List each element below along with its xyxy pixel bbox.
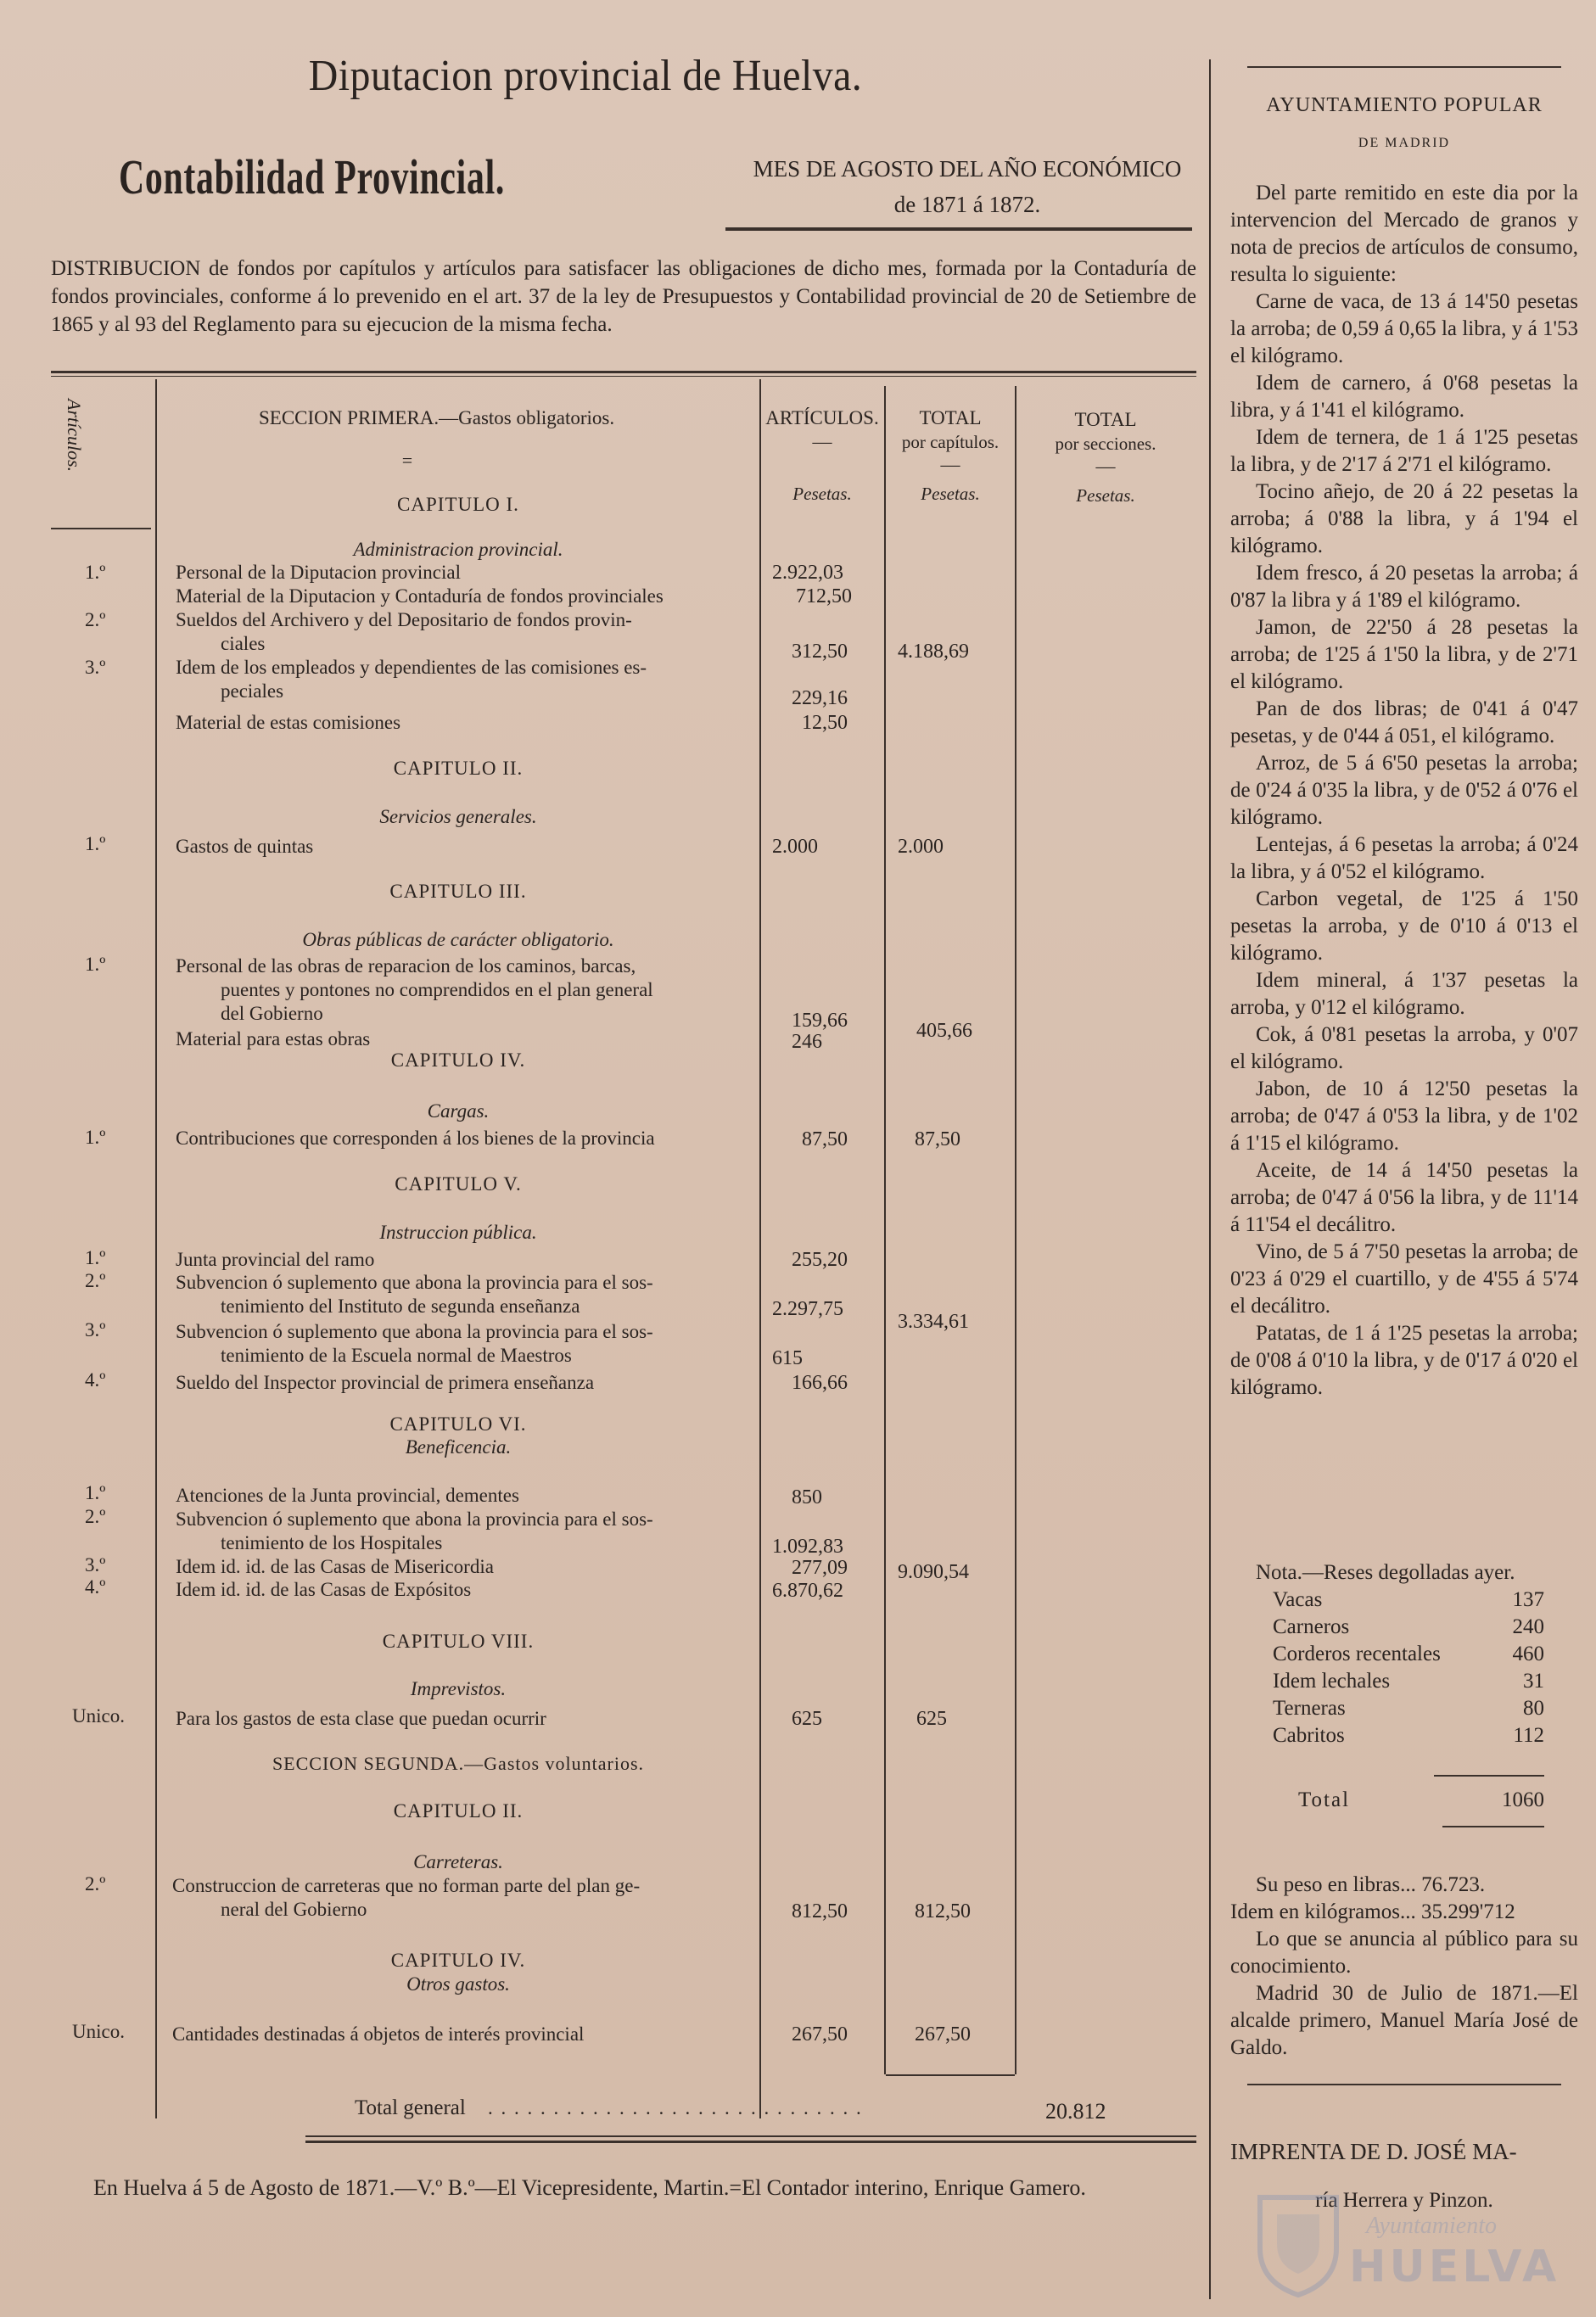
article-text: Material de estas comisiones (176, 712, 401, 733)
report-paragraph: Carbon vegetal, de 1'25 á 1'50 pesetas la arroba, y de 0'10 á 0'13 el kilógramo. (1230, 887, 1578, 965)
report-paragraph: Lentejas, á 6 pesetas la arroba; á 0'24 la libra, y á 0'52 el kilógramo. (1230, 833, 1578, 883)
article-text: peciales (221, 680, 284, 702)
chapter-total: 812,50 (915, 1900, 971, 1922)
article-number: 1.º (85, 833, 106, 854)
report-paragraph: Tocino añejo, de 20 á 22 pesetas la arroba; á 0'88 la libra, y á 1'94 el kilógramo. (1230, 480, 1578, 557)
chapter-subtitle: Obras públicas de carácter obligatorio. (302, 929, 614, 950)
chapter-total: 2.000 (898, 836, 944, 858)
article-amount: 267,50 (792, 2023, 848, 2046)
table-top-rule (51, 371, 1196, 373)
intro-paragraph: DISTRIBUCION de fondos por capítulos y artículos para satisfacer las obligaciones de dicho mes, formada por la Contaduría de fondos provinciales, conforme á lo prevenido en el art. 37 de la ley de Presupuestos y Contabilidad provincial de 20 de Setiembre de 1865 y al 93 del Reglamento para su ejecucion de la misma fecha. (51, 257, 1196, 336)
article-amount: 229,16 (792, 687, 848, 709)
article-text: Personal de la Diputacion provincial (176, 562, 461, 583)
article-number: 4.º (85, 1369, 106, 1391)
livestock-row: Terneras 80 (1273, 1697, 1544, 1720)
article-number: 2.º (85, 1270, 106, 1291)
livestock-row: Corderos recentales 460 (1273, 1643, 1544, 1665)
chapter-heading: CAPITULO V. (395, 1173, 522, 1195)
article-amount: 712,50 (796, 585, 852, 607)
report-paragraph: Cok, á 0'81 pesetas la arroba, y 0'07 el kilógramo. (1230, 1023, 1578, 1073)
separator: = (401, 450, 413, 471)
chapter-subtitle: Carreteras. (413, 1851, 503, 1872)
livestock-total: Total 1060 (1298, 1788, 1544, 1811)
article-amount: 812,50 (792, 1900, 848, 1922)
chapter-heading: CAPITULO II. (393, 758, 524, 779)
article-number: 1.º (85, 954, 106, 975)
weight-kilos: Idem en kilógramos... 35.299'712 (1230, 1900, 1515, 1923)
total-capitulos-header: por capítulos. (901, 432, 1000, 452)
article-text: Gastos de quintas (176, 836, 314, 857)
report-paragraph: Idem fresco, á 20 pesetas la arroba; á 0'87 la libra y á 1'89 el kilógramo. (1230, 562, 1578, 612)
article-text: neral del Gobierno (221, 1899, 367, 1920)
article-text: Sueldos del Archivero y del Depositario de fondos provin- (176, 609, 632, 630)
chapter-subtitle: Instruccion pública. (379, 1222, 537, 1243)
article-amount: 2.000 (772, 836, 818, 858)
article-text: del Gobierno (221, 1003, 323, 1024)
rule (1434, 1775, 1544, 1777)
report-paragraph: Aceite, de 14 á 14'50 pesetas la arroba; de 0'47 á 0'56 la libra, y de 11'14 á 11'54 el decálitro. (1230, 1159, 1578, 1236)
article-text: Idem id. id. de las Casas de Misericordia (176, 1556, 494, 1577)
article-text: Cantidades destinadas á objetos de interés provincial (172, 2023, 585, 2045)
article-number: 2.º (85, 1873, 106, 1894)
article-amount: 246 (792, 1031, 822, 1053)
article-text: Personal de las obras de reparacion de los caminos, barcas, (176, 955, 636, 977)
article-number: 4.º (85, 1576, 106, 1598)
chapter-subtitle: Cargas. (427, 1100, 490, 1122)
article-number: Unico. (72, 1705, 125, 1727)
article-text: Material de la Diputacion y Contaduría de fondos provinciales (176, 585, 664, 607)
article-text: Idem de los empleados y dependientes de las comisiones es- (176, 657, 647, 678)
article-number: 1.º (85, 1247, 106, 1268)
article-amount: 850 (792, 1486, 822, 1508)
market-report (1230, 180, 1578, 1402)
article-amount: 166,66 (792, 1372, 848, 1394)
article-number: 1.º (85, 562, 106, 583)
chapter-subtitle: Imprevistos. (410, 1678, 507, 1699)
livestock-row: Cabritos 112 (1273, 1724, 1544, 1747)
signature-line: En Huelva á 5 de Agosto de 1871.—V.º B.º—El Vicepresidente, Martin.=El Contador interino, Enrique Gamero. (93, 2175, 1086, 2200)
article-amount: 312,50 (792, 641, 848, 663)
rule (886, 2074, 1015, 2076)
printer-line: ría Herrera y Pinzon. (1315, 2189, 1493, 2212)
report-paragraph: Patatas, de 1 á 1'25 pesetas la arroba; de 0'08 á 0'10 la libra, y de 0'17 á 0'20 el kilógramo. (1230, 1322, 1578, 1399)
report-paragraph: Madrid 30 de Julio de 1871.—El alcalde primero, Manuel María José de Galdo. (1230, 1982, 1578, 2059)
chapter-total: 405,66 (916, 1020, 972, 1042)
report-paragraph: Idem mineral, á 1'37 pesetas la arroba, y 0'12 el kilógramo. (1230, 969, 1578, 1019)
report-paragraph: Vino, de 5 á 7'50 pesetas la arroba; de 0'23 á 0'29 el cuartillo, y de 4'55 á 5'74 el decálitro. (1230, 1240, 1578, 1318)
article-text: tenimiento de los Hospitales (221, 1532, 443, 1553)
livestock-row: Vacas 137 (1273, 1588, 1544, 1611)
dash: — (1095, 456, 1116, 477)
total-leader: . . . . . . . . . . . . . . . . . . . . . . . . . . . . . (488, 2097, 863, 2118)
section-header: SECCION PRIMERA.—Gastos obligatorios. (259, 407, 615, 428)
article-amount: 2.297,75 (772, 1298, 843, 1320)
total-secciones-header: TOTAL (1074, 409, 1137, 430)
article-text: Subvencion ó suplemento que abona la provincia para el sos- (176, 1272, 653, 1293)
article-text: Atenciones de la Junta provincial, dementes (176, 1485, 519, 1506)
article-text: ciales (221, 633, 266, 654)
main-title: Diputacion provincial de Huelva. (308, 52, 863, 100)
watermark-logo: Ayuntamiento HUELVA (1247, 2180, 1553, 2299)
report-paragraph: Idem de ternera, de 1 á 1'25 pesetas la libra, y de 2'17 á 2'71 el kilógramo. (1230, 426, 1578, 476)
article-text: Contribuciones que corresponden á los bienes de la provincia (176, 1128, 655, 1149)
article-text: Material para estas obras (176, 1028, 371, 1049)
section-heading: SECCION SEGUNDA.—Gastos voluntarios. (272, 1753, 645, 1774)
article-text: Sueldo del Inspector provincial de primera enseñanza (176, 1372, 595, 1393)
column-divider (759, 379, 761, 2118)
article-amount: 6.870,62 (772, 1580, 843, 1602)
article-text: tenimiento de la Escuela normal de Maestros (221, 1345, 572, 1366)
report-paragraph: Idem de carnero, á 0'68 pesetas la libra, y á 1'41 el kilógramo. (1230, 372, 1578, 422)
right-title: AYUNTAMIENTO POPULAR (1266, 94, 1543, 116)
article-text: Subvencion ó suplemento que abona la provincia para el sos- (176, 1508, 653, 1530)
total-secciones-header: por secciones. (1055, 434, 1156, 454)
chapter-subtitle: Otros gastos. (406, 1973, 510, 1995)
chapter-total: 9.090,54 (898, 1561, 969, 1583)
rule (1247, 66, 1561, 68)
article-number: 3.º (85, 1319, 106, 1340)
articulos-header: ARTÍCULOS. (765, 407, 879, 428)
chapter-subtitle: Administracion provincial. (353, 539, 563, 560)
article-amount: 87,50 (802, 1128, 848, 1150)
article-amount: 12,50 (802, 712, 848, 734)
chapter-total: 3.334,61 (898, 1311, 969, 1333)
article-text: Para los gastos de esta clase que puedan ocurrir (176, 1708, 546, 1729)
chapter-subtitle: Servicios generales. (379, 806, 537, 827)
report-paragraph: Del parte remitido en este dia por la intervencion del Mercado de granos y nota de precios de artículos de consumo, resulta lo siguiente: (1230, 182, 1578, 286)
chapter-total: 87,50 (915, 1128, 960, 1150)
rule (305, 2135, 1196, 2137)
chapter-total: 4.188,69 (898, 641, 969, 663)
dash: — (940, 454, 960, 475)
chapter-heading: CAPITULO III. (389, 881, 527, 902)
rule (725, 227, 1192, 231)
article-number: 1.º (85, 1127, 106, 1148)
article-number: 1.º (85, 1482, 106, 1503)
report-paragraph: Pan de dos libras; de 0'41 á 0'47 pesetas, y de 0'44 á 051, el kilógramo. (1230, 697, 1578, 747)
report-paragraph: Jabon, de 10 á 12'50 pesetas la arroba; de 0'47 á 0'53 la libra, y de 1'02 á 1'15 el kilógramo. (1230, 1077, 1578, 1155)
article-number: 3.º (85, 657, 106, 678)
report-paragraph: Lo que se anuncia al público para su conocimiento. (1230, 1928, 1578, 1978)
month-heading: MES DE AGOSTO DEL AÑO ECONÓMICO de 1871 á 1872. (753, 156, 1182, 217)
note-heading: Nota.—Reses degolladas ayer. (1256, 1561, 1515, 1584)
article-text: puentes y pontones no comprendidos en el plan general (221, 979, 653, 1000)
column-divider (884, 386, 886, 2074)
column-divider (1209, 59, 1211, 2299)
rule (51, 528, 151, 529)
column-divider (1015, 386, 1016, 2074)
report-closing (1230, 1872, 1578, 2062)
article-amount: 255,20 (792, 1249, 848, 1271)
report-paragraph: Arroz, de 5 á 6'50 pesetas la arroba; de 0'24 á 0'35 la libra, y de 0'52 á 0'76 el kilógramo. (1230, 752, 1578, 829)
article-number: 3.º (85, 1554, 106, 1575)
rule (1247, 2084, 1561, 2085)
chapter-heading: CAPITULO IV. (390, 1049, 526, 1071)
chapter-heading: CAPITULO I. (397, 494, 519, 515)
currency-label: Pesetas. (1076, 485, 1135, 506)
table-top-rule (51, 376, 1196, 377)
total-value: 20.812 (1045, 2099, 1106, 2124)
total-label: Total general (355, 2096, 466, 2119)
article-amount: 2.922,03 (772, 562, 843, 584)
printer-line: IMPRENTA DE D. JOSÉ MA- (1230, 2139, 1517, 2164)
dash: — (812, 431, 832, 452)
col-articulos-header: Artículos. (64, 399, 85, 473)
chapter-heading: CAPITULO VI. (389, 1413, 527, 1435)
article-text: tenimiento del Instituto de segunda enseñanza (221, 1296, 580, 1317)
chapter-heading: CAPITULO VIII. (382, 1631, 535, 1652)
article-number: Unico. (72, 2021, 125, 2042)
section-title: Contabilidad Provincial. (119, 149, 506, 204)
article-number: 2.º (85, 609, 106, 630)
article-amount: 1.092,83 (772, 1536, 843, 1558)
livestock-row: Carneros 240 (1273, 1615, 1544, 1638)
weight-pounds: Su peso en libras... 76.723. (1256, 1873, 1486, 1896)
livestock-note (1230, 1559, 1578, 1827)
right-subtitle: DE MADRID (1358, 136, 1451, 150)
article-amount: 159,66 (792, 1010, 848, 1032)
chapter-subtitle: Beneficencia. (405, 1436, 512, 1458)
rule (305, 2141, 1196, 2143)
article-text: Junta provincial del ramo (176, 1249, 375, 1270)
article-amount: 625 (792, 1708, 822, 1730)
coat-of-arms-icon (1247, 2180, 1349, 2299)
currency-label: Pesetas. (921, 484, 980, 504)
livestock-row: Idem lechales 31 (1273, 1670, 1544, 1693)
article-text: Subvencion ó suplemento que abona la provincia para el sos- (176, 1321, 653, 1342)
report-paragraph: Carne de vaca, de 13 á 14'50 pesetas la arroba; de 0,59 á 0,65 la libra, y á 1'53 el kilógramo. (1230, 290, 1578, 367)
report-paragraph: Jamon, de 22'50 á 28 pesetas la arroba; de 1'25 á 1'50 la libra, y de 2'71 el kilógramo. (1230, 616, 1578, 693)
rule (1442, 1826, 1544, 1827)
chapter-heading: CAPITULO II. (393, 1800, 524, 1822)
article-text: Idem id. id. de las Casas de Expósitos (176, 1579, 472, 1600)
article-amount: 615 (772, 1347, 803, 1369)
article-number: 2.º (85, 1506, 106, 1527)
currency-label: Pesetas. (792, 484, 852, 504)
chapter-heading: CAPITULO IV. (390, 1950, 526, 1971)
total-capitulos-header: TOTAL (919, 407, 982, 428)
article-amount: 277,09 (792, 1557, 848, 1579)
chapter-total: 625 (916, 1708, 947, 1730)
article-text: Construccion de carreteras que no forman parte del plan ge- (172, 1875, 641, 1896)
chapter-total: 267,50 (915, 2023, 971, 2046)
